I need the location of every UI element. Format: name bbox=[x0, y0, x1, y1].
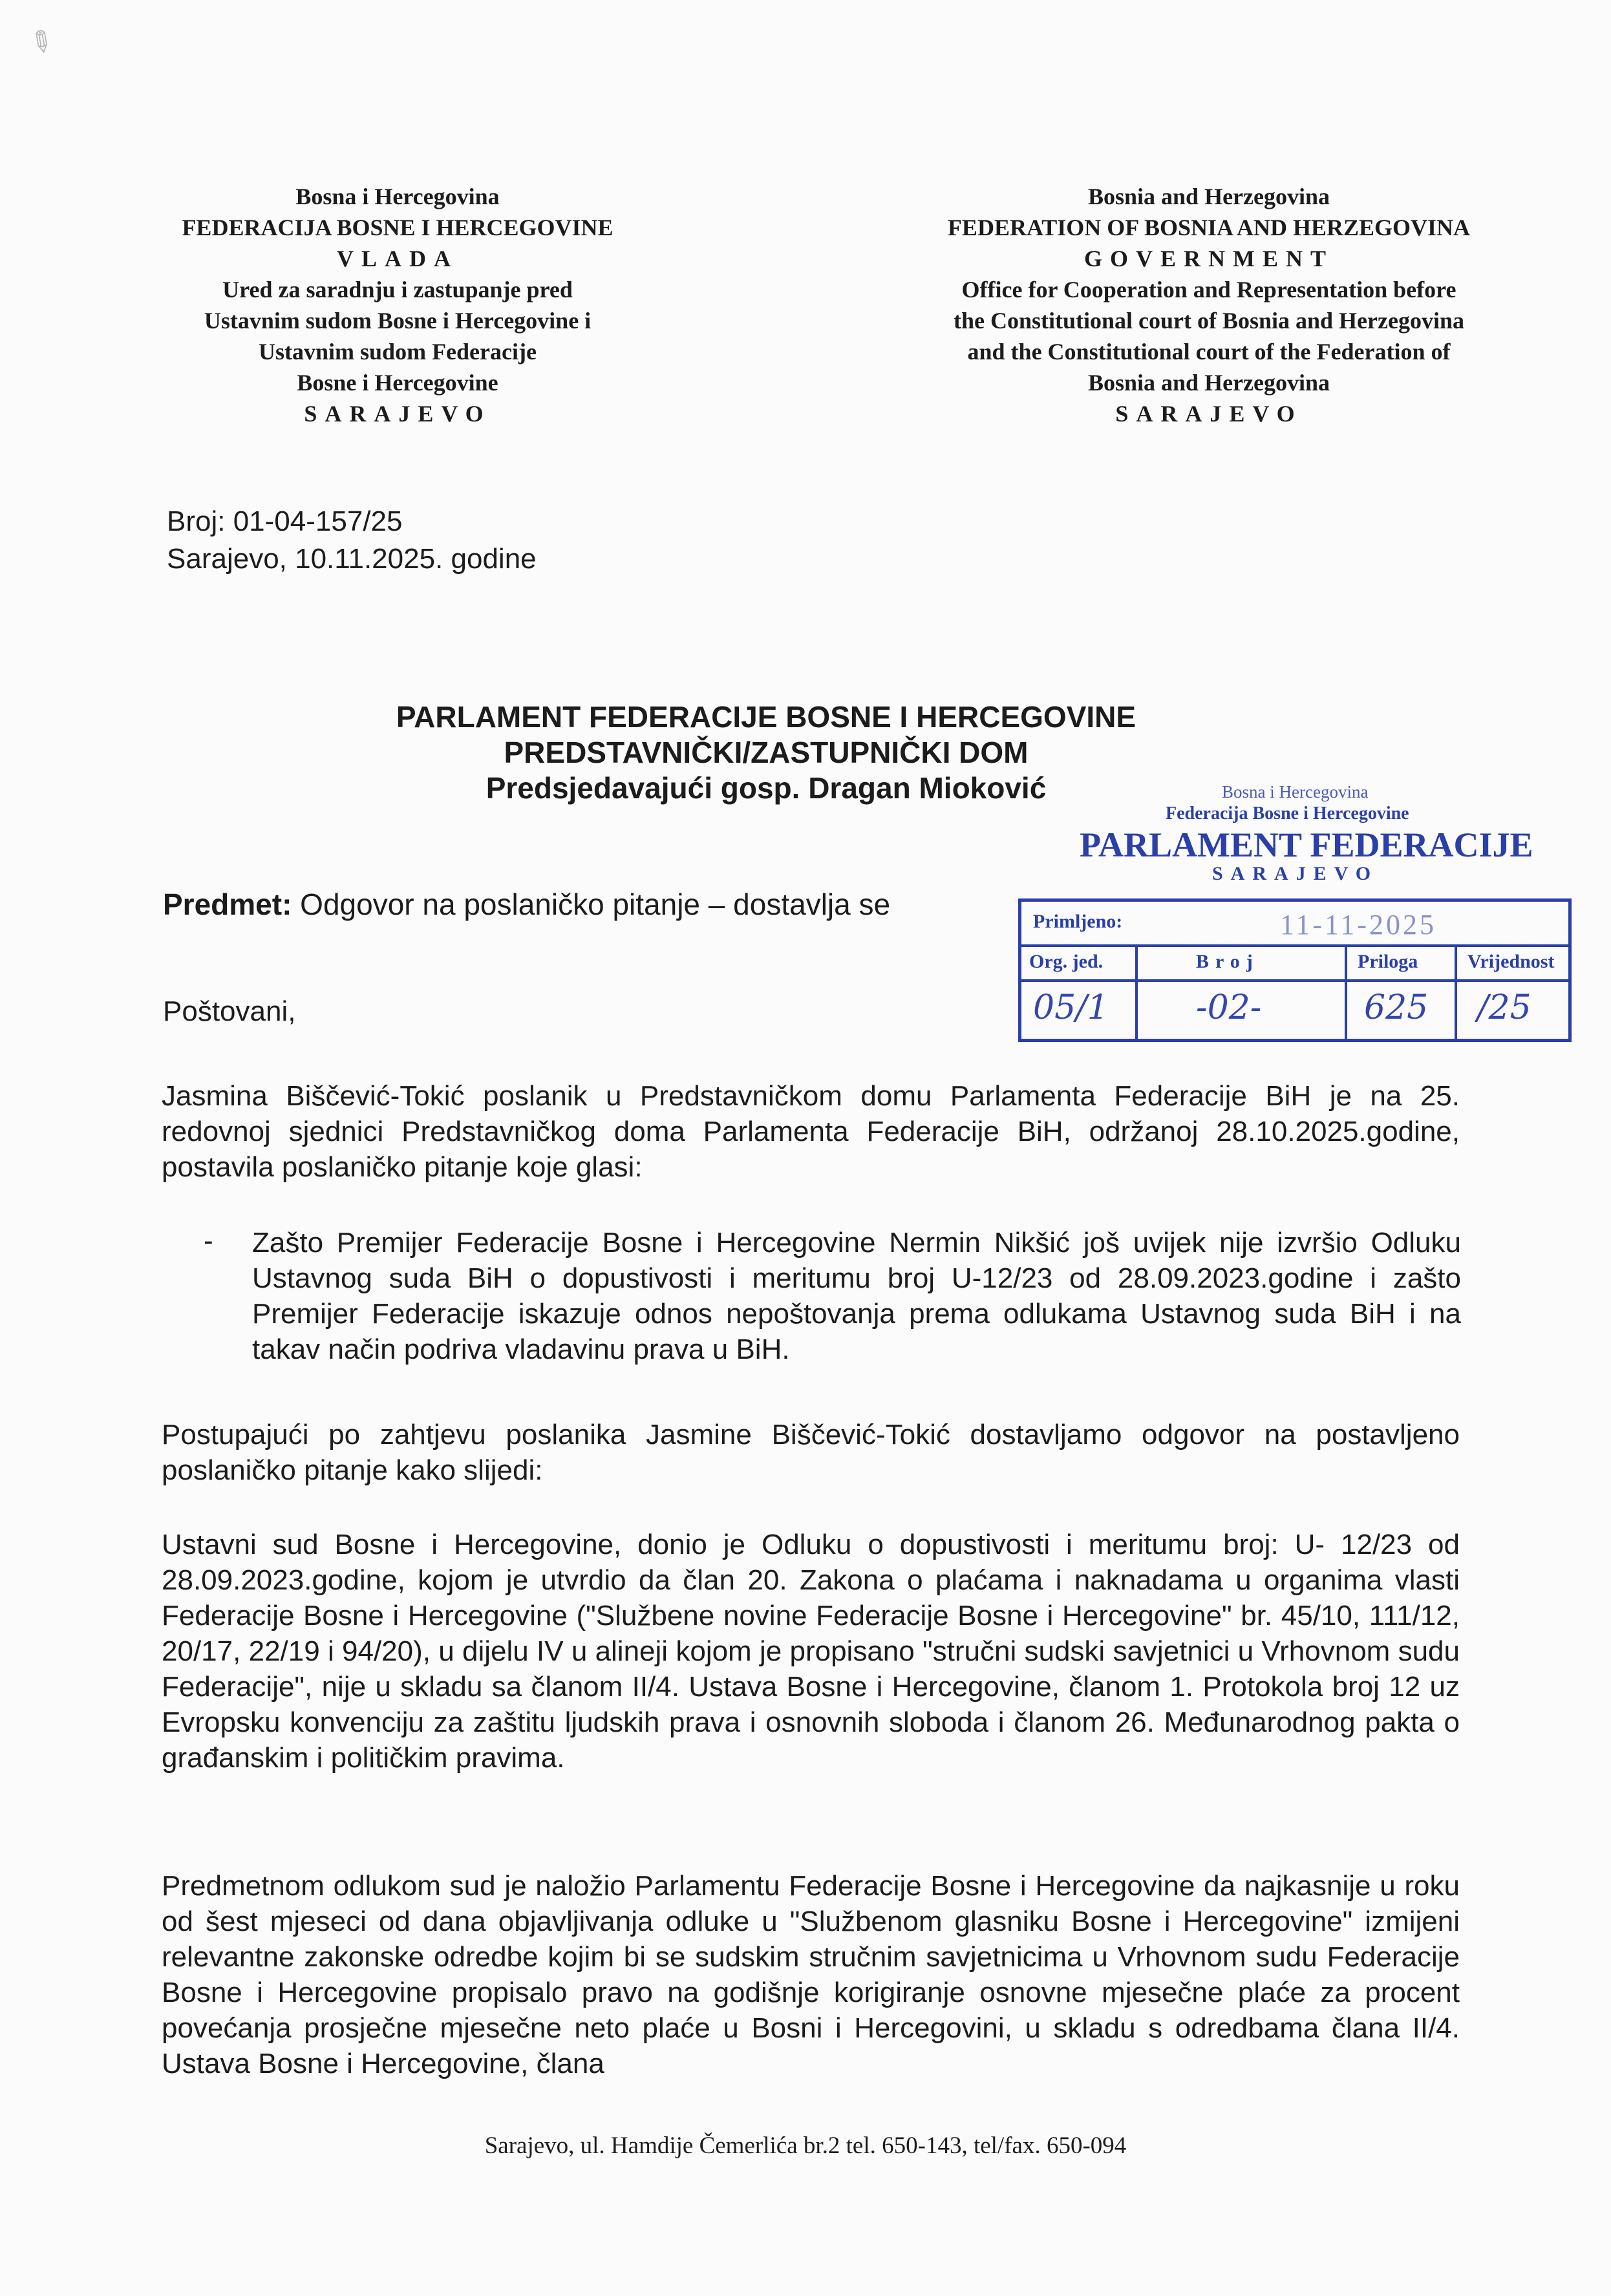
stamp-divider bbox=[1455, 944, 1457, 1041]
letterhead-line: and the Constitutional court of the Federation of bbox=[967, 339, 1451, 365]
subject-label: Predmet: bbox=[163, 888, 292, 921]
scan-artifact-icon: ✎ bbox=[22, 22, 60, 63]
letterhead-line: Office for Cooperation and Representation before bbox=[961, 277, 1456, 303]
reference-block bbox=[167, 503, 537, 578]
stamp-row-received bbox=[1021, 902, 1568, 947]
letterhead-line: FEDERATION OF BOSNIA AND HERZEGOVINA bbox=[947, 215, 1471, 240]
letterhead-line: Bosnia and Herzegovina bbox=[1087, 370, 1330, 396]
stamp-col-org: Org. jed. bbox=[1029, 951, 1104, 972]
stamp-val-priloga: 625 bbox=[1364, 988, 1429, 1027]
letterhead-english bbox=[886, 181, 1532, 429]
letterhead-line: the Constitutional court of Bosnia and Herzegovina bbox=[953, 308, 1464, 334]
stamp-received-date: 11-11-2025 bbox=[1280, 909, 1437, 941]
letterhead-line: GOVERNMENT bbox=[1083, 246, 1334, 271]
letterhead-line: Ustavnim sudom Bosne i Hercegovine i bbox=[204, 308, 592, 334]
stamp-row-headers bbox=[1021, 944, 1568, 982]
reference-number: Broj: 01-04-157/25 bbox=[167, 505, 403, 537]
stamp-line: PARLAMENT FEDERACIJE bbox=[1080, 825, 1533, 864]
letterhead-line: Ured za saradnju i zastupanje pred bbox=[222, 277, 573, 303]
subject-text: Odgovor na poslaničko pitanje – dostavlja se bbox=[292, 888, 891, 921]
stamp-divider bbox=[1345, 944, 1347, 1041]
letterhead-line: FEDERACIJA BOSNE I HERCEGOVINE bbox=[182, 215, 613, 240]
stamp-line: SARAJEVO bbox=[1212, 863, 1379, 884]
stamp-table bbox=[1018, 898, 1572, 1042]
stamp-col-priloga: Priloga bbox=[1358, 951, 1418, 972]
stamp-col-broj: Broj bbox=[1196, 951, 1259, 972]
letterhead-line: SARAJEVO bbox=[1115, 401, 1303, 427]
letterhead-local bbox=[74, 181, 721, 429]
letterhead-line: Bosne i Hercegovine bbox=[297, 370, 498, 396]
stamp-val-org: 05/1 bbox=[1033, 988, 1109, 1027]
letterhead-line: Bosna i Hercegovina bbox=[295, 184, 500, 209]
letterhead-line: VLADA bbox=[336, 246, 458, 271]
body-paragraph: Ustavni sud Bosne i Hercegovine, donio je Odluku o dopustivosti i meritumu broj: U- 12/23 od 28.09.2023.godine, kojom je utvrdio da član 20. Zakona o plaćama i naknadama u organima vlasti Federacije Bosne i Hercegovine ("Službene novine Federacije Bosne i Hercegovine" br. 45/10, 111/12, 20/17, 22/19 i 94/20), u dijelu IV u alineji kojom je propisano "stručni sudski savjetnici u Vrhovnom sudu Federacije", nije u skladu sa članom II/4. Ustava Bosne i Hercegovine, članom 1. Protokola broj 12 uz Evropsku konvenciju za zaštitu ljudskih prava i osnovnih sloboda i članom 26. Međunarodnog pakta o građanskim i političkim pravima. bbox=[162, 1529, 1460, 1774]
recipient-line: Predsjedavajući gosp. Dragan Mioković bbox=[485, 771, 1047, 805]
reference-date: Sarajevo, 10.11.2025. godine bbox=[167, 543, 537, 575]
stamp-val-vrijednost: /25 bbox=[1477, 988, 1531, 1027]
stamp-line: Bosna i Hercegovina bbox=[1222, 782, 1369, 802]
body-paragraph: Predmetnom odlukom sud je naložio Parlamentu Federacije Bosne i Hercegovine da najkasnije u roku od šest mjeseci od dana objavljivanja odluke u "Službenom glasniku Bosne i Hercegovine" izmijeni relevantne zakonske odredbe kojim bi se sudskim stručnim savjetnicima u Vrhovnom sudu Federacije Bosne i Hercegovine propisalo pravo na godišnje korigiranje osnovne mjesečne plaće za procent povećanja prosječne mjesečne neto plaće u Bosni i Hercegovini, u skladu s odredbama člana II/4. Ustava Bosne i Hercegovine, člana bbox=[162, 1870, 1460, 2079]
subject-line bbox=[163, 887, 890, 922]
body-paragraph: Jasmina Biščević-Tokić poslanik u Predstavničkom domu Parlamenta Federacije BiH je na 25. redovnoj sjednici Predstavničkog doma Parlamenta Federacije BiH, održanoj 28.10.2025.godine, postavila poslaničko pitanje koje glasi: bbox=[162, 1080, 1460, 1183]
stamp-received-label: Primljeno: bbox=[1033, 911, 1123, 932]
recipient-line: PARLAMENT FEDERACIJE BOSNE I HERCEGOVINE bbox=[396, 700, 1136, 734]
letterhead-line: SARAJEVO bbox=[304, 401, 491, 427]
list-bullet: - bbox=[204, 1225, 213, 1257]
letterhead-line: Ustavnim sudom Federacije bbox=[259, 339, 537, 365]
body-paragraph: Postupajući po zahtjevu poslanika Jasmine Biščević-Tokić dostavljamo odgovor na postavljeno poslaničko pitanje kako slijedi: bbox=[162, 1419, 1460, 1486]
recipient-block bbox=[304, 699, 1228, 806]
recipient-line: PREDSTAVNIČKI/ZASTUPNIČKI DOM bbox=[504, 736, 1029, 769]
stamp-divider bbox=[1135, 944, 1138, 1041]
stamp-line: Federacija Bosne i Hercegovine bbox=[1166, 803, 1409, 824]
page-footer: Sarajevo, ul. Hamdije Čemerlića br.2 tel. 650-143, tel/fax. 650-094 bbox=[484, 2132, 1127, 2159]
letterhead-line: Bosnia and Herzegovina bbox=[1087, 184, 1330, 209]
stamp-val-broj: -02- bbox=[1196, 988, 1262, 1027]
stamp-col-vrijednost: Vrijednost bbox=[1467, 951, 1555, 972]
stamp-row-values bbox=[1021, 979, 1568, 1041]
greeting: Poštovani, bbox=[163, 995, 296, 1027]
quoted-question: Zašto Premijer Federacije Bosne i Hercegovine Nermin Nikšić još uvijek nije izvršio Odluku Ustavnog suda BiH o dopustivosti i meritumu broj U-12/23 od 28.09.2023.godine i zašto Premijer Federacije iskazuje odnos nepoštovanja prema odlukama Ustavnog suda BiH i na takav način podriva vladavinu prava u BiH. bbox=[252, 1227, 1461, 1365]
